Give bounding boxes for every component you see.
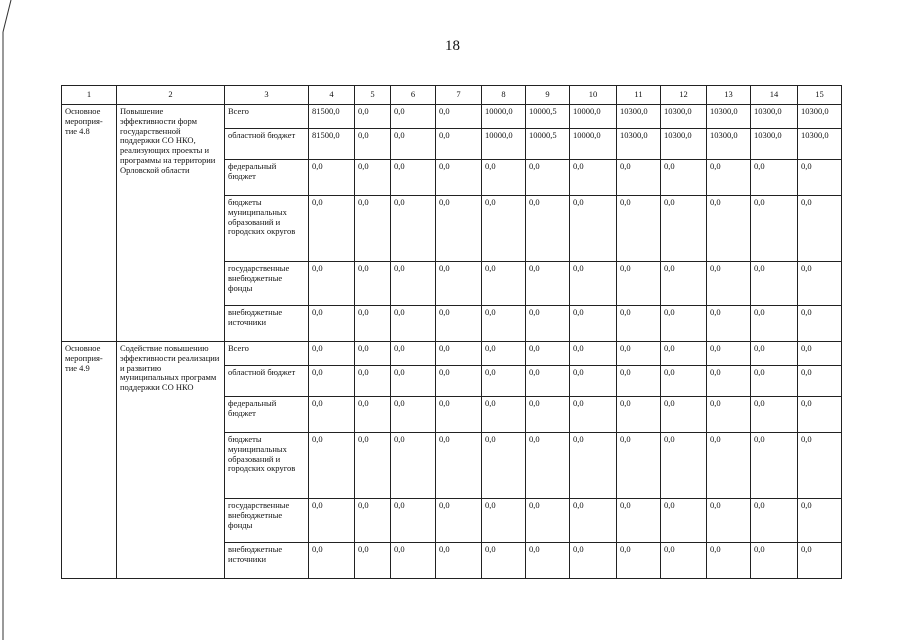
table-row: [62, 342, 842, 366]
value-cell: 0,0: [436, 397, 482, 433]
value-cell: 81500,0: [309, 105, 355, 129]
value-cell: 0,0: [526, 433, 570, 499]
value-cell: 0,0: [617, 499, 661, 543]
value-cell: 0,0: [482, 196, 526, 262]
value-cell: 0,0: [391, 499, 436, 543]
value-cell: 0,0: [309, 196, 355, 262]
value-cell: 0,0: [526, 397, 570, 433]
value-cell: 0,0: [526, 306, 570, 342]
value-cell: 0,0: [482, 342, 526, 366]
value-cell: 0,0: [617, 196, 661, 262]
measure-name: Содействие повышению эффективности реализации и развитию муниципальных программ поддержки СО НКО: [117, 342, 225, 579]
value-cell: 0,0: [798, 366, 842, 397]
value-cell: 0,0: [617, 397, 661, 433]
value-cell: 0,0: [309, 262, 355, 306]
value-cell: 10300,0: [751, 129, 798, 160]
value-cell: 0,0: [355, 306, 391, 342]
funding-source: федеральный бюджет: [225, 397, 309, 433]
value-cell: 0,0: [751, 160, 798, 196]
value-cell: 0,0: [355, 129, 391, 160]
value-cell: 0,0: [751, 196, 798, 262]
value-cell: 0,0: [391, 129, 436, 160]
value-cell: 0,0: [482, 397, 526, 433]
value-cell: 10000,0: [482, 105, 526, 129]
value-cell: 0,0: [309, 160, 355, 196]
column-header-4: 4: [309, 86, 355, 105]
value-cell: 0,0: [617, 160, 661, 196]
funding-source: Всего: [225, 342, 309, 366]
value-cell: 0,0: [391, 196, 436, 262]
value-cell: 0,0: [798, 499, 842, 543]
value-cell: 0,0: [436, 196, 482, 262]
value-cell: 10300,0: [751, 105, 798, 129]
value-cell: 10300,0: [617, 129, 661, 160]
column-header-3: 3: [225, 86, 309, 105]
value-cell: 0,0: [617, 366, 661, 397]
value-cell: 0,0: [570, 306, 617, 342]
value-cell: 0,0: [661, 543, 707, 579]
funding-source: государственные внебюджетные фонды: [225, 499, 309, 543]
value-cell: 0,0: [661, 397, 707, 433]
value-cell: 0,0: [798, 543, 842, 579]
value-cell: 10300,0: [798, 129, 842, 160]
value-cell: 0,0: [355, 433, 391, 499]
value-cell: 10000,0: [570, 105, 617, 129]
value-cell: 0,0: [570, 342, 617, 366]
value-cell: 10300,0: [617, 105, 661, 129]
value-cell: 0,0: [391, 160, 436, 196]
value-cell: 0,0: [661, 433, 707, 499]
value-cell: 0,0: [309, 366, 355, 397]
value-cell: 0,0: [798, 397, 842, 433]
value-cell: 0,0: [570, 262, 617, 306]
value-cell: 0,0: [707, 262, 751, 306]
value-cell: 0,0: [355, 366, 391, 397]
value-cell: 0,0: [436, 129, 482, 160]
column-header-13: 13: [707, 86, 751, 105]
value-cell: 0,0: [661, 306, 707, 342]
value-cell: 0,0: [570, 543, 617, 579]
value-cell: 0,0: [391, 543, 436, 579]
value-cell: 0,0: [309, 543, 355, 579]
value-cell: 0,0: [526, 160, 570, 196]
value-cell: 0,0: [482, 160, 526, 196]
value-cell: 0,0: [570, 499, 617, 543]
value-cell: 0,0: [436, 433, 482, 499]
value-cell: 0,0: [570, 160, 617, 196]
value-cell: 0,0: [391, 306, 436, 342]
value-cell: 0,0: [661, 342, 707, 366]
value-cell: 0,0: [751, 499, 798, 543]
value-cell: 0,0: [707, 543, 751, 579]
value-cell: 0,0: [355, 160, 391, 196]
value-cell: 0,0: [707, 366, 751, 397]
value-cell: 0,0: [355, 105, 391, 129]
column-header-1: 1: [62, 86, 117, 105]
column-header-9: 9: [526, 86, 570, 105]
value-cell: 0,0: [798, 433, 842, 499]
measure-name: Повышение эффективности форм государственной поддержки СО НКО, реализующих проекты и программы на территории Орловской области: [117, 105, 225, 342]
value-cell: 0,0: [309, 306, 355, 342]
value-cell: 10300,0: [661, 129, 707, 160]
value-cell: 0,0: [436, 262, 482, 306]
value-cell: 10300,0: [661, 105, 707, 129]
column-header-2: 2: [117, 86, 225, 105]
value-cell: 0,0: [436, 366, 482, 397]
value-cell: 0,0: [482, 262, 526, 306]
value-cell: 0,0: [355, 499, 391, 543]
value-cell: 0,0: [436, 543, 482, 579]
column-header-12: 12: [661, 86, 707, 105]
funding-source: внебюджетные источники: [225, 543, 309, 579]
value-cell: 0,0: [526, 262, 570, 306]
value-cell: 10300,0: [707, 129, 751, 160]
value-cell: 0,0: [355, 196, 391, 262]
value-cell: 0,0: [751, 543, 798, 579]
column-header-11: 11: [617, 86, 661, 105]
value-cell: 0,0: [482, 366, 526, 397]
value-cell: 0,0: [355, 397, 391, 433]
value-cell: 10300,0: [707, 105, 751, 129]
value-cell: 0,0: [751, 366, 798, 397]
value-cell: 0,0: [436, 105, 482, 129]
column-header-7: 7: [436, 86, 482, 105]
value-cell: 0,0: [661, 160, 707, 196]
funding-source: Всего: [225, 105, 309, 129]
page-number: 18: [445, 38, 460, 54]
funding-source: областной бюджет: [225, 366, 309, 397]
value-cell: 0,0: [707, 433, 751, 499]
value-cell: 0,0: [751, 397, 798, 433]
value-cell: 0,0: [617, 433, 661, 499]
value-cell: 10000,5: [526, 105, 570, 129]
value-cell: 0,0: [617, 543, 661, 579]
value-cell: 10000,0: [570, 129, 617, 160]
value-cell: 0,0: [798, 160, 842, 196]
value-cell: 0,0: [309, 342, 355, 366]
value-cell: 0,0: [707, 499, 751, 543]
value-cell: 0,0: [391, 366, 436, 397]
value-cell: 10000,5: [526, 129, 570, 160]
budget-table: [61, 85, 842, 579]
measure-code: Основное мероприя-тие 4.9: [62, 342, 117, 579]
funding-source: бюджеты муниципальных образований и городских округов: [225, 433, 309, 499]
value-cell: 0,0: [661, 262, 707, 306]
scan-edge-line: [0, 0, 12, 640]
value-cell: 0,0: [436, 160, 482, 196]
value-cell: 0,0: [391, 342, 436, 366]
value-cell: 0,0: [707, 160, 751, 196]
value-cell: 0,0: [391, 433, 436, 499]
value-cell: 0,0: [798, 342, 842, 366]
value-cell: 0,0: [526, 366, 570, 397]
column-header-14: 14: [751, 86, 798, 105]
column-header-8: 8: [482, 86, 526, 105]
value-cell: 0,0: [391, 105, 436, 129]
value-cell: 10000,0: [482, 129, 526, 160]
value-cell: 0,0: [570, 366, 617, 397]
value-cell: 0,0: [355, 262, 391, 306]
value-cell: 0,0: [617, 306, 661, 342]
value-cell: 10300,0: [798, 105, 842, 129]
value-cell: 0,0: [570, 196, 617, 262]
table-row: [62, 105, 842, 129]
column-header-10: 10: [570, 86, 617, 105]
value-cell: 0,0: [309, 433, 355, 499]
value-cell: 81500,0: [309, 129, 355, 160]
value-cell: 0,0: [570, 397, 617, 433]
funding-source: федеральный бюджет: [225, 160, 309, 196]
value-cell: 0,0: [436, 342, 482, 366]
value-cell: 0,0: [617, 262, 661, 306]
value-cell: 0,0: [707, 342, 751, 366]
value-cell: 0,0: [661, 196, 707, 262]
value-cell: 0,0: [617, 342, 661, 366]
value-cell: 0,0: [707, 397, 751, 433]
funding-source: бюджеты муниципальных образований и городских округов: [225, 196, 309, 262]
value-cell: 0,0: [751, 262, 798, 306]
column-header-15: 15: [798, 86, 842, 105]
value-cell: 0,0: [661, 366, 707, 397]
funding-source: областной бюджет: [225, 129, 309, 160]
value-cell: 0,0: [355, 543, 391, 579]
measure-code: Основное мероприя-тие 4.8: [62, 105, 117, 342]
header-row: [62, 86, 842, 105]
value-cell: 0,0: [751, 306, 798, 342]
value-cell: 0,0: [436, 499, 482, 543]
value-cell: 0,0: [570, 433, 617, 499]
value-cell: 0,0: [482, 543, 526, 579]
value-cell: 0,0: [798, 196, 842, 262]
value-cell: 0,0: [526, 543, 570, 579]
value-cell: 0,0: [482, 433, 526, 499]
value-cell: 0,0: [355, 342, 391, 366]
value-cell: 0,0: [391, 397, 436, 433]
value-cell: 0,0: [798, 306, 842, 342]
value-cell: 0,0: [751, 342, 798, 366]
value-cell: 0,0: [526, 196, 570, 262]
value-cell: 0,0: [661, 499, 707, 543]
value-cell: 0,0: [798, 262, 842, 306]
value-cell: 0,0: [436, 306, 482, 342]
column-header-6: 6: [391, 86, 436, 105]
funding-source: государственные внебюджетные фонды: [225, 262, 309, 306]
value-cell: 0,0: [526, 499, 570, 543]
value-cell: 0,0: [309, 397, 355, 433]
value-cell: 0,0: [482, 499, 526, 543]
value-cell: 0,0: [526, 342, 570, 366]
value-cell: 0,0: [707, 196, 751, 262]
value-cell: 0,0: [707, 306, 751, 342]
column-header-5: 5: [355, 86, 391, 105]
value-cell: 0,0: [751, 433, 798, 499]
value-cell: 0,0: [309, 499, 355, 543]
value-cell: 0,0: [391, 262, 436, 306]
value-cell: 0,0: [482, 306, 526, 342]
funding-source: внебюджетные источники: [225, 306, 309, 342]
